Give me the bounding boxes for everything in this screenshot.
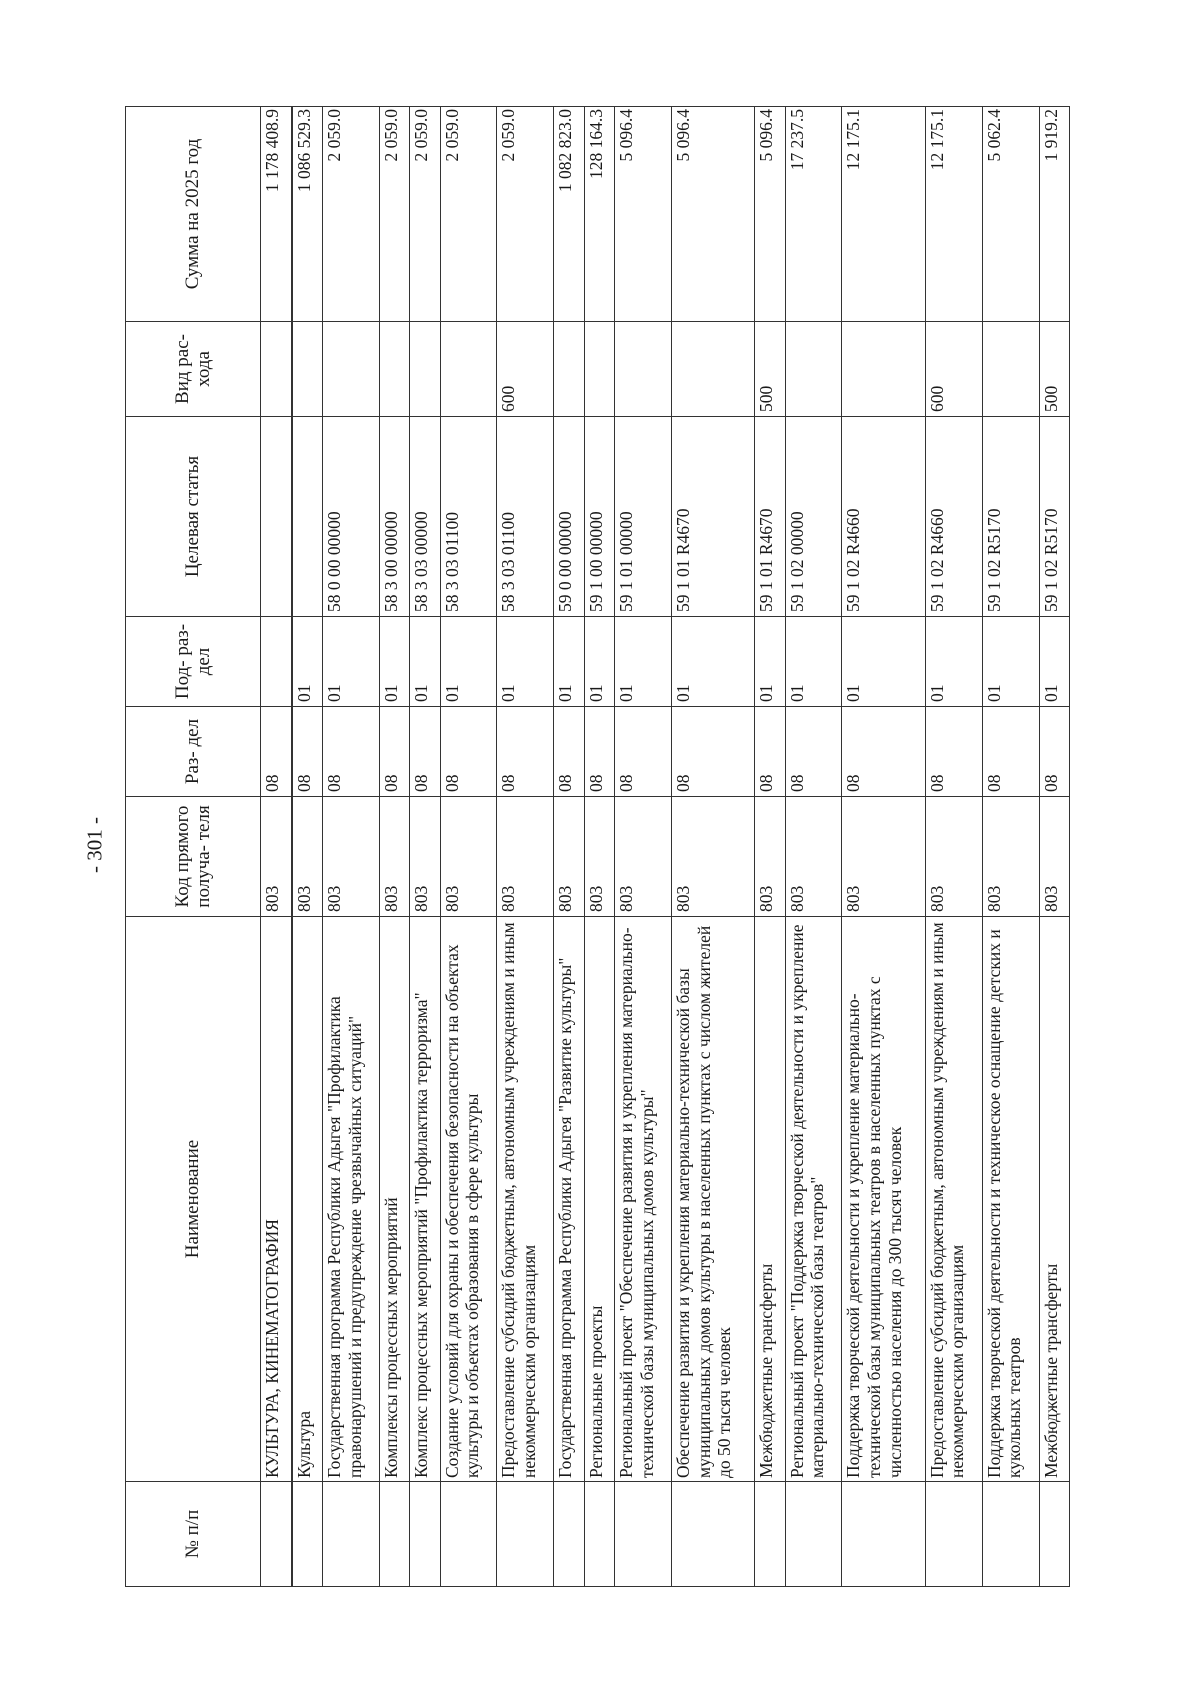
cell-num [554, 1482, 584, 1587]
cell-target: 59 1 01 00000 [615, 417, 672, 617]
cell-sum: 12 175.1 [842, 107, 925, 322]
cell-target: 59 1 02 R4660 [842, 417, 925, 617]
cell-recipient: 803 [785, 797, 842, 917]
table-row [785, 107, 842, 1587]
cell-recipient: 803 [1039, 797, 1069, 917]
cell-recipient: 803 [323, 797, 380, 917]
cell-subsection [261, 617, 292, 707]
cell-expense-type: 500 [1039, 322, 1069, 417]
cell-num [323, 1482, 380, 1587]
cell-sum: 128 164.3 [584, 107, 614, 322]
cell-name: Комплексы процессных мероприятий [379, 917, 409, 1482]
cell-name: Обеспечение развития и укрепления материально-технической базы муниципальных домов культуры в населенных пунктах с числом жителей до 50 тысяч человек [671, 917, 754, 1482]
cell-sum: 2 059.0 [379, 107, 409, 322]
cell-expense-type [671, 322, 754, 417]
cell-expense-type: 600 [925, 322, 982, 417]
cell-num [671, 1482, 754, 1587]
cell-subsection: 01 [1039, 617, 1069, 707]
budget-table-sheet [125, 107, 1070, 1587]
cell-sum: 2 059.0 [440, 107, 497, 322]
cell-num [440, 1482, 497, 1587]
cell-num [379, 1482, 409, 1587]
cell-target: 59 1 02 00000 [785, 417, 842, 617]
cell-subsection: 01 [785, 617, 842, 707]
cell-subsection: 01 [671, 617, 754, 707]
cell-num [497, 1482, 554, 1587]
cell-num [410, 1482, 440, 1587]
cell-section: 08 [292, 707, 323, 797]
cell-name: Государственная программа Республики Адыгея "Развитие культуры" [554, 917, 584, 1482]
cell-section: 08 [925, 707, 982, 797]
cell-expense-type [615, 322, 672, 417]
cell-section: 08 [982, 707, 1039, 797]
cell-recipient: 803 [261, 797, 292, 917]
cell-section: 08 [785, 707, 842, 797]
cell-expense-type [292, 322, 323, 417]
cell-subsection: 01 [379, 617, 409, 707]
cell-sum: 5 096.4 [615, 107, 672, 322]
cell-sum: 2 059.0 [323, 107, 380, 322]
cell-section: 08 [615, 707, 672, 797]
table-row [261, 107, 292, 1587]
cell-recipient: 803 [410, 797, 440, 917]
table-row [554, 107, 584, 1587]
header-sum: Сумма на 2025 год [126, 107, 261, 322]
cell-name: Региональный проект "Поддержка творческой деятельности и укрепление материально-технической базы театров" [785, 917, 842, 1482]
cell-num [292, 1482, 323, 1587]
cell-sum: 1 082 823.0 [554, 107, 584, 322]
cell-name: Межбюджетные трансферты [1039, 917, 1069, 1482]
cell-name: Региональные проекты [584, 917, 614, 1482]
cell-section: 08 [755, 707, 785, 797]
cell-recipient: 803 [615, 797, 672, 917]
header-expense-type: Вид рас- хода [126, 322, 261, 417]
cell-subsection: 01 [755, 617, 785, 707]
cell-recipient: 803 [755, 797, 785, 917]
cell-expense-type [982, 322, 1039, 417]
cell-section: 08 [554, 707, 584, 797]
cell-sum: 2 059.0 [410, 107, 440, 322]
cell-section: 08 [261, 707, 292, 797]
cell-recipient: 803 [554, 797, 584, 917]
cell-section: 08 [323, 707, 380, 797]
cell-subsection: 01 [584, 617, 614, 707]
cell-section: 08 [497, 707, 554, 797]
header-target: Целевая статья [126, 417, 261, 617]
cell-num [615, 1482, 672, 1587]
cell-num [982, 1482, 1039, 1587]
table-row [982, 107, 1039, 1587]
cell-recipient: 803 [671, 797, 754, 917]
cell-subsection: 01 [842, 617, 925, 707]
cell-name: Региональный проект "Обеспечение развития и укрепления материально-технической базы муниципальных домов культуры" [615, 917, 672, 1482]
table-row [440, 107, 497, 1587]
cell-section: 08 [379, 707, 409, 797]
cell-expense-type [785, 322, 842, 417]
cell-target: 59 1 02 R4660 [925, 417, 982, 617]
cell-name: Предоставление субсидий бюджетным, автономным учреждениям и иным некоммерческим организациям [925, 917, 982, 1482]
cell-target: 58 3 03 01100 [440, 417, 497, 617]
table-row [755, 107, 785, 1587]
cell-target [261, 417, 292, 617]
cell-sum: 5 096.4 [671, 107, 754, 322]
cell-expense-type: 500 [755, 322, 785, 417]
cell-target: 58 3 03 01100 [497, 417, 554, 617]
cell-expense-type [584, 322, 614, 417]
cell-sum: 1 919.2 [1039, 107, 1069, 322]
cell-sum: 2 059.0 [497, 107, 554, 322]
table-row [584, 107, 614, 1587]
cell-expense-type [379, 322, 409, 417]
cell-section: 08 [440, 707, 497, 797]
cell-target [292, 417, 323, 617]
cell-recipient: 803 [497, 797, 554, 917]
cell-subsection: 01 [292, 617, 323, 707]
cell-name: КУЛЬТУРА, КИНЕМАТОГРАФИЯ [261, 917, 292, 1482]
table-row [615, 107, 672, 1587]
cell-subsection: 01 [925, 617, 982, 707]
cell-expense-type [554, 322, 584, 417]
cell-sum: 1 178 408.9 [261, 107, 292, 322]
cell-recipient: 803 [584, 797, 614, 917]
cell-sum: 17 237.5 [785, 107, 842, 322]
cell-target: 59 1 02 R5170 [982, 417, 1039, 617]
header-name: Наименование [126, 917, 261, 1482]
cell-section: 08 [671, 707, 754, 797]
table-row [379, 107, 409, 1587]
cell-subsection: 01 [615, 617, 672, 707]
cell-num [1039, 1482, 1069, 1587]
cell-num [584, 1482, 614, 1587]
header-num: № п/п [126, 1482, 261, 1587]
cell-expense-type [842, 322, 925, 417]
cell-num [755, 1482, 785, 1587]
cell-num [785, 1482, 842, 1587]
cell-subsection: 01 [410, 617, 440, 707]
cell-subsection: 01 [554, 617, 584, 707]
table-row [925, 107, 982, 1587]
table-body [261, 107, 1070, 1587]
cell-section: 08 [842, 707, 925, 797]
cell-num [261, 1482, 292, 1587]
page-number: - 301 - [82, 817, 107, 873]
cell-name: Комплекс процессных мероприятий "Профилактика терроризма" [410, 917, 440, 1482]
table-row [1039, 107, 1069, 1587]
cell-target: 59 1 01 R4670 [671, 417, 754, 617]
table-row [323, 107, 380, 1587]
cell-name: Предоставление субсидий бюджетным, автономным учреждениям и иным некоммерческим организациям [497, 917, 554, 1482]
table-header-row [126, 107, 261, 1587]
cell-target: 58 0 00 00000 [323, 417, 380, 617]
cell-subsection: 01 [497, 617, 554, 707]
cell-section: 08 [410, 707, 440, 797]
cell-section: 08 [1039, 707, 1069, 797]
budget-table [125, 106, 1070, 1587]
table-row [410, 107, 440, 1587]
cell-expense-type [440, 322, 497, 417]
cell-recipient: 803 [292, 797, 323, 917]
cell-sum: 5 096.4 [755, 107, 785, 322]
table-row [671, 107, 754, 1587]
cell-sum: 12 175.1 [925, 107, 982, 322]
cell-target: 59 1 01 R4670 [755, 417, 785, 617]
cell-subsection: 01 [440, 617, 497, 707]
cell-name: Поддержка творческой деятельности и техническое оснащение детских и кукольных театров [982, 917, 1039, 1482]
table-row [497, 107, 554, 1587]
cell-recipient: 803 [842, 797, 925, 917]
cell-recipient: 803 [379, 797, 409, 917]
cell-recipient: 803 [925, 797, 982, 917]
table-row [842, 107, 925, 1587]
cell-expense-type [410, 322, 440, 417]
cell-target: 59 1 00 00000 [584, 417, 614, 617]
cell-subsection: 01 [982, 617, 1039, 707]
cell-section: 08 [584, 707, 614, 797]
cell-expense-type [323, 322, 380, 417]
cell-name: Межбюджетные трансферты [755, 917, 785, 1482]
cell-target: 59 1 02 R5170 [1039, 417, 1069, 617]
cell-name: Создание условий для охраны и обеспечения безопасности на объектах культуры и объектах образования в сфере культуры [440, 917, 497, 1482]
header-section: Раз- дел [126, 707, 261, 797]
cell-target: 58 3 00 00000 [379, 417, 409, 617]
cell-expense-type: 600 [497, 322, 554, 417]
cell-name: Поддержка творческой деятельности и укрепление материально-технической базы муниципальных театров в населенных пунктах с численностью населения до 300 тысяч человек [842, 917, 925, 1482]
cell-num [925, 1482, 982, 1587]
cell-recipient: 803 [982, 797, 1039, 917]
cell-sum: 1 086 529.3 [292, 107, 323, 322]
header-subsection: Под- раз- дел [126, 617, 261, 707]
cell-recipient: 803 [440, 797, 497, 917]
cell-target: 59 0 00 00000 [554, 417, 584, 617]
header-recipient: Код прямого получа- теля [126, 797, 261, 917]
cell-expense-type [261, 322, 292, 417]
cell-sum: 5 062.4 [982, 107, 1039, 322]
table-row [292, 107, 323, 1587]
cell-name: Культура [292, 917, 323, 1482]
cell-name: Государственная программа Республики Адыгея "Профилактика правонарушений и предупреждение чрезвычайных ситуаций" [323, 917, 380, 1482]
cell-target: 58 3 03 00000 [410, 417, 440, 617]
cell-subsection: 01 [323, 617, 380, 707]
cell-num [842, 1482, 925, 1587]
